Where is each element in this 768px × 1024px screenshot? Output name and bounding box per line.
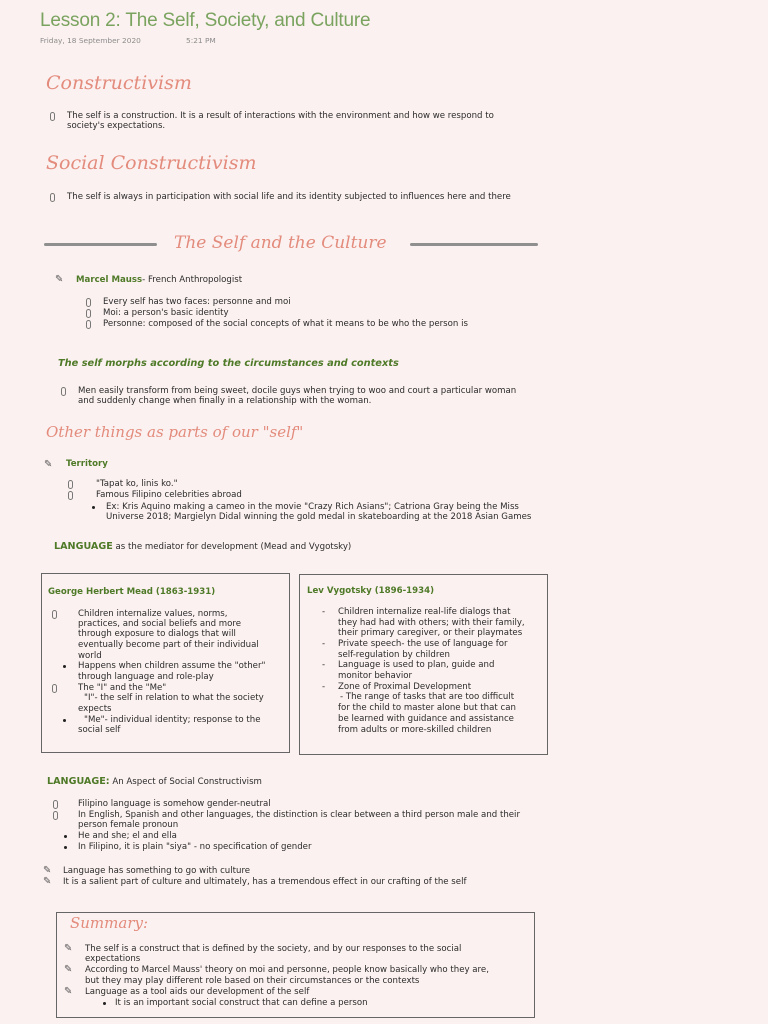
mead-line: Children internalize values, norms,: [78, 609, 228, 619]
dash-icon: -: [322, 660, 326, 670]
mead-line: practices, and social beliefs and more: [78, 619, 242, 629]
heading-self-culture: The Self and the Culture: [174, 233, 387, 253]
language-pen-item-2: It is a salient part of culture and ultimately, has a tremendous effect in our crafting of the self: [63, 877, 467, 887]
mead-line: expects: [78, 704, 112, 714]
mead-line: world: [78, 651, 102, 661]
paperclip-icon: [52, 684, 57, 693]
dot-icon: [103, 1002, 106, 1005]
vygotsky-line: Private speech- the use of language for: [338, 639, 508, 649]
constructivism-line-1: The self is a construction. It is a result of interactions with the environment and how we respond to: [67, 111, 494, 121]
language-pen-item-1: Language has something to go with culture: [63, 866, 251, 876]
language-line: person female pronoun: [78, 820, 179, 830]
vygotsky-line: they had had with others; with their family,: [338, 618, 525, 628]
pen-icon: ✎: [55, 274, 64, 285]
paperclip-icon: [50, 112, 55, 121]
vygotsky-title: Lev Vygotsky (1896-1934): [307, 586, 434, 596]
paperclip-icon: [61, 387, 66, 396]
dot-icon: [64, 846, 67, 849]
vygotsky-line: Zone of Proximal Development: [338, 682, 472, 692]
summary-line: It is an important social construct that can define a person: [115, 998, 368, 1008]
language-line: Filipino language is somehow gender-neutral: [78, 799, 271, 809]
heading-other-things: Other things as parts of our "self": [46, 423, 304, 441]
vygotsky-line: be learned with guidance and assistance: [338, 714, 514, 724]
language-label: LANGUAGE: [54, 541, 113, 552]
pen-icon: ✎: [64, 964, 73, 975]
vygotsky-line: from adults or more-skilled children: [338, 725, 492, 735]
vygotsky-line: self-regulation by children: [338, 650, 450, 660]
vygotsky-line: their primary caregiver, or their playmates: [338, 628, 523, 638]
paperclip-icon: [68, 480, 73, 489]
mead-line: "I"- the self in relation to what the society: [84, 693, 264, 703]
heading-morphs: The self morphs according to the circumstances and contexts: [58, 358, 399, 369]
heading-social-constructivism: Social Constructivism: [46, 152, 257, 174]
page-date: Friday, 18 September 2020: [40, 36, 141, 45]
language-mediator: [54, 542, 351, 553]
vygotsky-line: monitor behavior: [338, 671, 413, 681]
morphs-line-1: Men easily transform from being sweet, docile guys when trying to woo and court a particular woman: [78, 386, 517, 396]
paperclip-icon: [86, 309, 91, 318]
summary-line: According to Marcel Mauss' theory on moi and personne, people know basically who they are,: [85, 965, 489, 975]
paperclip-icon: [52, 610, 57, 619]
territory-item-1: "Tapat ko, linis ko.": [96, 479, 178, 489]
mead-line: social self: [78, 725, 121, 735]
territory-label: Territory: [66, 459, 108, 469]
mead-line: "Me"- individual identity; response to the: [84, 715, 261, 725]
language-line: He and she; el and ella: [78, 831, 177, 841]
mead-line: through language and role-play: [78, 672, 214, 682]
divider-left: [44, 243, 157, 246]
page-title: Lesson 2: The Self, Society, and Culture: [40, 10, 371, 31]
mauss-item-2: Moi: a person's basic identity: [103, 308, 229, 318]
pen-icon: ✎: [43, 876, 52, 887]
paperclip-icon: [53, 811, 58, 820]
dash-icon: -: [322, 607, 326, 617]
dot-icon: [63, 665, 66, 668]
pen-icon: ✎: [44, 459, 53, 470]
page-time: 5:21 PM: [186, 36, 216, 45]
mead-line: eventually become part of their individual: [78, 640, 259, 650]
pen-icon: ✎: [64, 943, 73, 954]
paperclip-icon: [53, 800, 58, 809]
paperclip-icon: [86, 298, 91, 307]
pen-icon: ✎: [64, 986, 73, 997]
vygotsky-line: for the child to master alone but that can: [338, 703, 516, 713]
language-line: In English, Spanish and other languages, the distinction is clear between a third person male and their: [78, 810, 520, 820]
mauss-name: Marcel Mauss: [76, 275, 143, 285]
mead-line: The "I" and the "Me": [78, 683, 167, 693]
dot-icon: [63, 719, 66, 722]
language-text: as the mediator for development (Mead and Vygotsky): [112, 542, 352, 552]
divider-right: [410, 243, 538, 246]
paperclip-icon: [86, 320, 91, 329]
dot-icon: [92, 506, 95, 509]
summary-heading: Summary:: [70, 914, 149, 932]
dash-icon: -: [322, 639, 326, 649]
language-line: In Filipino, it is plain "siya" - no specification of gender: [78, 842, 312, 852]
mauss-item-3: Personne: composed of the social concepts of what it means to be who the person is: [103, 319, 468, 329]
mead-line: through exposure to dialogs that will: [78, 629, 236, 639]
mead-title: George Herbert Mead (1863-1931): [48, 587, 216, 597]
summary-line: but they may play different role based on their circumstances or the contexts: [85, 976, 420, 986]
mauss-line: [76, 275, 242, 286]
morphs-line-2: and suddenly change when finally in a relationship with the woman.: [78, 396, 372, 406]
social-constructivism-line: The self is always in participation with social life and its identity subjected to influences here and there: [67, 192, 511, 202]
paperclip-icon: [68, 491, 73, 500]
language-aspect-text: An Aspect of Social Constructivism: [109, 777, 262, 787]
territory-sub-1: Ex: Kris Aquino making a cameo in the movie "Crazy Rich Asians"; Catriona Gray being the Miss: [106, 502, 519, 512]
paperclip-icon: [50, 193, 55, 202]
territory-sub-2: Universe 2018; Margielyn Didal winning the gold medal in skateboarding at the 2018 Asian Games: [106, 512, 532, 522]
dot-icon: [64, 835, 67, 838]
vygotsky-line: - The range of tasks that are too difficult: [340, 692, 515, 702]
vygotsky-line: Children internalize real-life dialogs that: [338, 607, 511, 617]
summary-line: Language as a tool aids our development of the self: [85, 987, 310, 997]
dash-icon: -: [322, 682, 326, 692]
language-aspect-label: LANGUAGE:: [47, 776, 110, 787]
mauss-desc: - French Anthropologist: [142, 275, 243, 285]
constructivism-line-2: society's expectations.: [67, 121, 166, 131]
territory-item-2: Famous Filipino celebrities abroad: [96, 490, 242, 500]
language-aspect: [47, 777, 262, 788]
mauss-item-1: Every self has two faces: personne and moi: [103, 297, 291, 307]
summary-line: The self is a construct that is defined by the society, and by our responses to the social: [85, 944, 462, 954]
pen-icon: ✎: [43, 865, 52, 876]
heading-constructivism: Constructivism: [46, 72, 192, 94]
summary-line: expectations: [85, 954, 141, 964]
vygotsky-line: Language is used to plan, guide and: [338, 660, 495, 670]
mead-line: Happens when children assume the "other": [78, 661, 266, 671]
